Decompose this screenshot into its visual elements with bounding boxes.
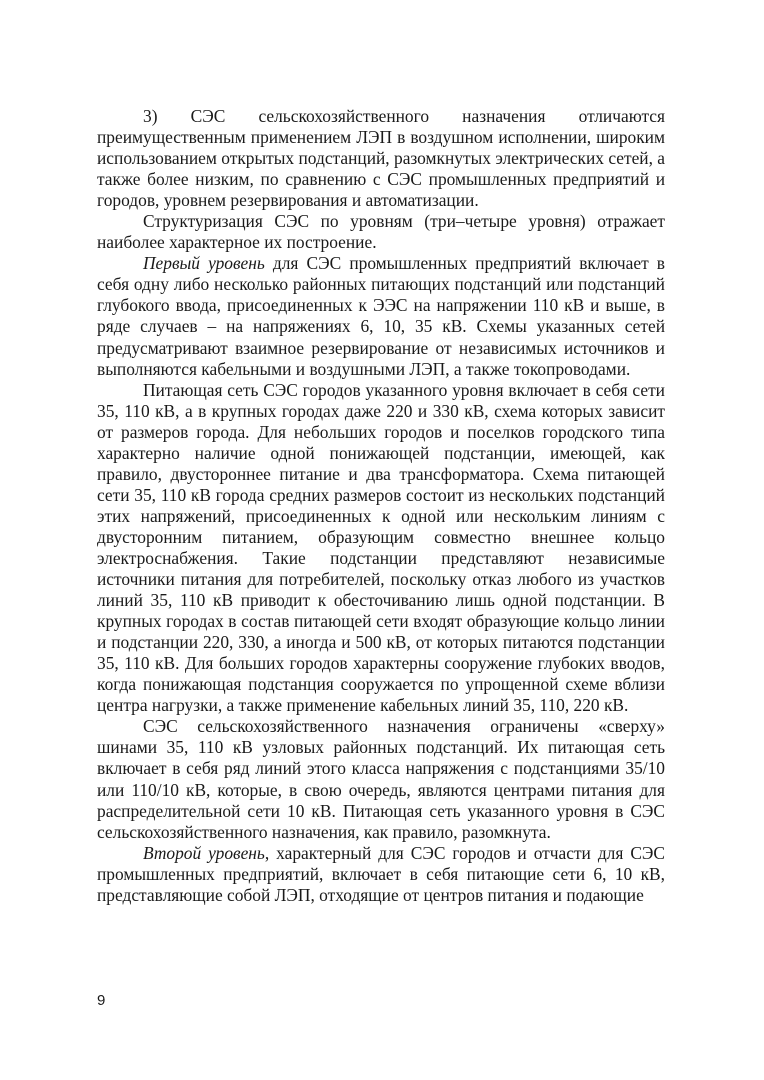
paragraph-5-text: СЭС сельскохозяйственного назначения ограничены «сверху» шинами 35, 110 кВ узловых районных подстанций. Их питающая сеть включает в себя ряд линий этого класса напряжения с подстанциями 35/10 или 110/10 кВ, которые, в свою очередь, являются центрами питания для распределительной сети 10 кВ. Питающая сеть указанного уровня в СЭС сельскохозяйственного назначения, как правило, разомкнута. [97,716,665,842]
paragraph-5 [97,716,665,842]
paragraph-4 [97,380,665,717]
paragraph-3-text: для СЭС промышленных предприятий включает в себя одну либо несколько районных питающих подстанций или подстанций глубокого ввода, присоединенных к ЭЭС на напряжении 110 кВ и выше, в ряде случаев – на напряжениях 6, 10, 35 кВ. Схемы указанных сетей предусматривают взаимное резервирование от независимых источников и выполняются кабельными и воздушными ЛЭП, а также токопроводами. [97,253,665,379]
page-number: 9 [97,992,106,1009]
paragraph-3-lead: Первый уровень [143,253,265,274]
paragraph-6 [97,843,665,906]
paragraph-2 [97,211,665,253]
paragraph-6-lead: Второй уровень [143,842,265,863]
paragraph-4-text: Питающая сеть СЭС городов указанного уровня включает в себя сети 35, 110 кВ, а в крупных городах даже 220 и 330 кВ, схема которых зависит от размеров города. Для небольших городов и поселков городского типа характерно наличие одной понижающей подстанции, имеющей, как правило, двустороннее питание и два трансформатора. Схема питающей сети 35, 110 кВ города средних размеров состоит из нескольких подстанций этих напряжений, присоединенных к одной или нескольким линиям с двусторонним питанием, образующим совместно внешнее кольцо электроснабжения. Такие подстанции представляют независимые источники питания для потребителей, поскольку отказ любого из участков линий 35, 110 кВ приводит к обесточиванию лишь одной подстанции. В крупных городах в состав питающей сети входят образующие кольцо линии и подстанции 220, 330, а иногда и 500 кВ, от которых питаются подстанции 35, 110 кВ. Для больших городов характерны сооружение глубоких вводов, когда понижающая подстанция сооружается по упрощенной схеме вблизи центра нагрузки, а также применение кабельных линий 35, 110, 220 кВ. [97,379,665,716]
body-text [97,106,665,906]
paragraph-1 [97,106,665,211]
paragraph-3 [97,253,665,379]
paragraph-2-text: Структуризация СЭС по уровням (три–четыре уровня) отражает наиболее характерное их построение. [97,211,665,253]
paragraph-1-text: 3) СЭС сельскохозяйственного назначения отличаются преимущественным применением ЛЭП в воздушном исполнении, широким использованием открытых подстанций, разомкнутых электрических сетей, а также более низким, по сравнению с СЭС промышленных предприятий и городов, уровнем резервирования и автоматизации. [97,106,666,211]
paragraph-6-text: , характерный для СЭС городов и отчасти для СЭС промышленных предприятий, включает в себя питающие сети 6, 10 кВ, представляющие собой ЛЭП, отходящие от центров питания и подающие [97,842,666,905]
